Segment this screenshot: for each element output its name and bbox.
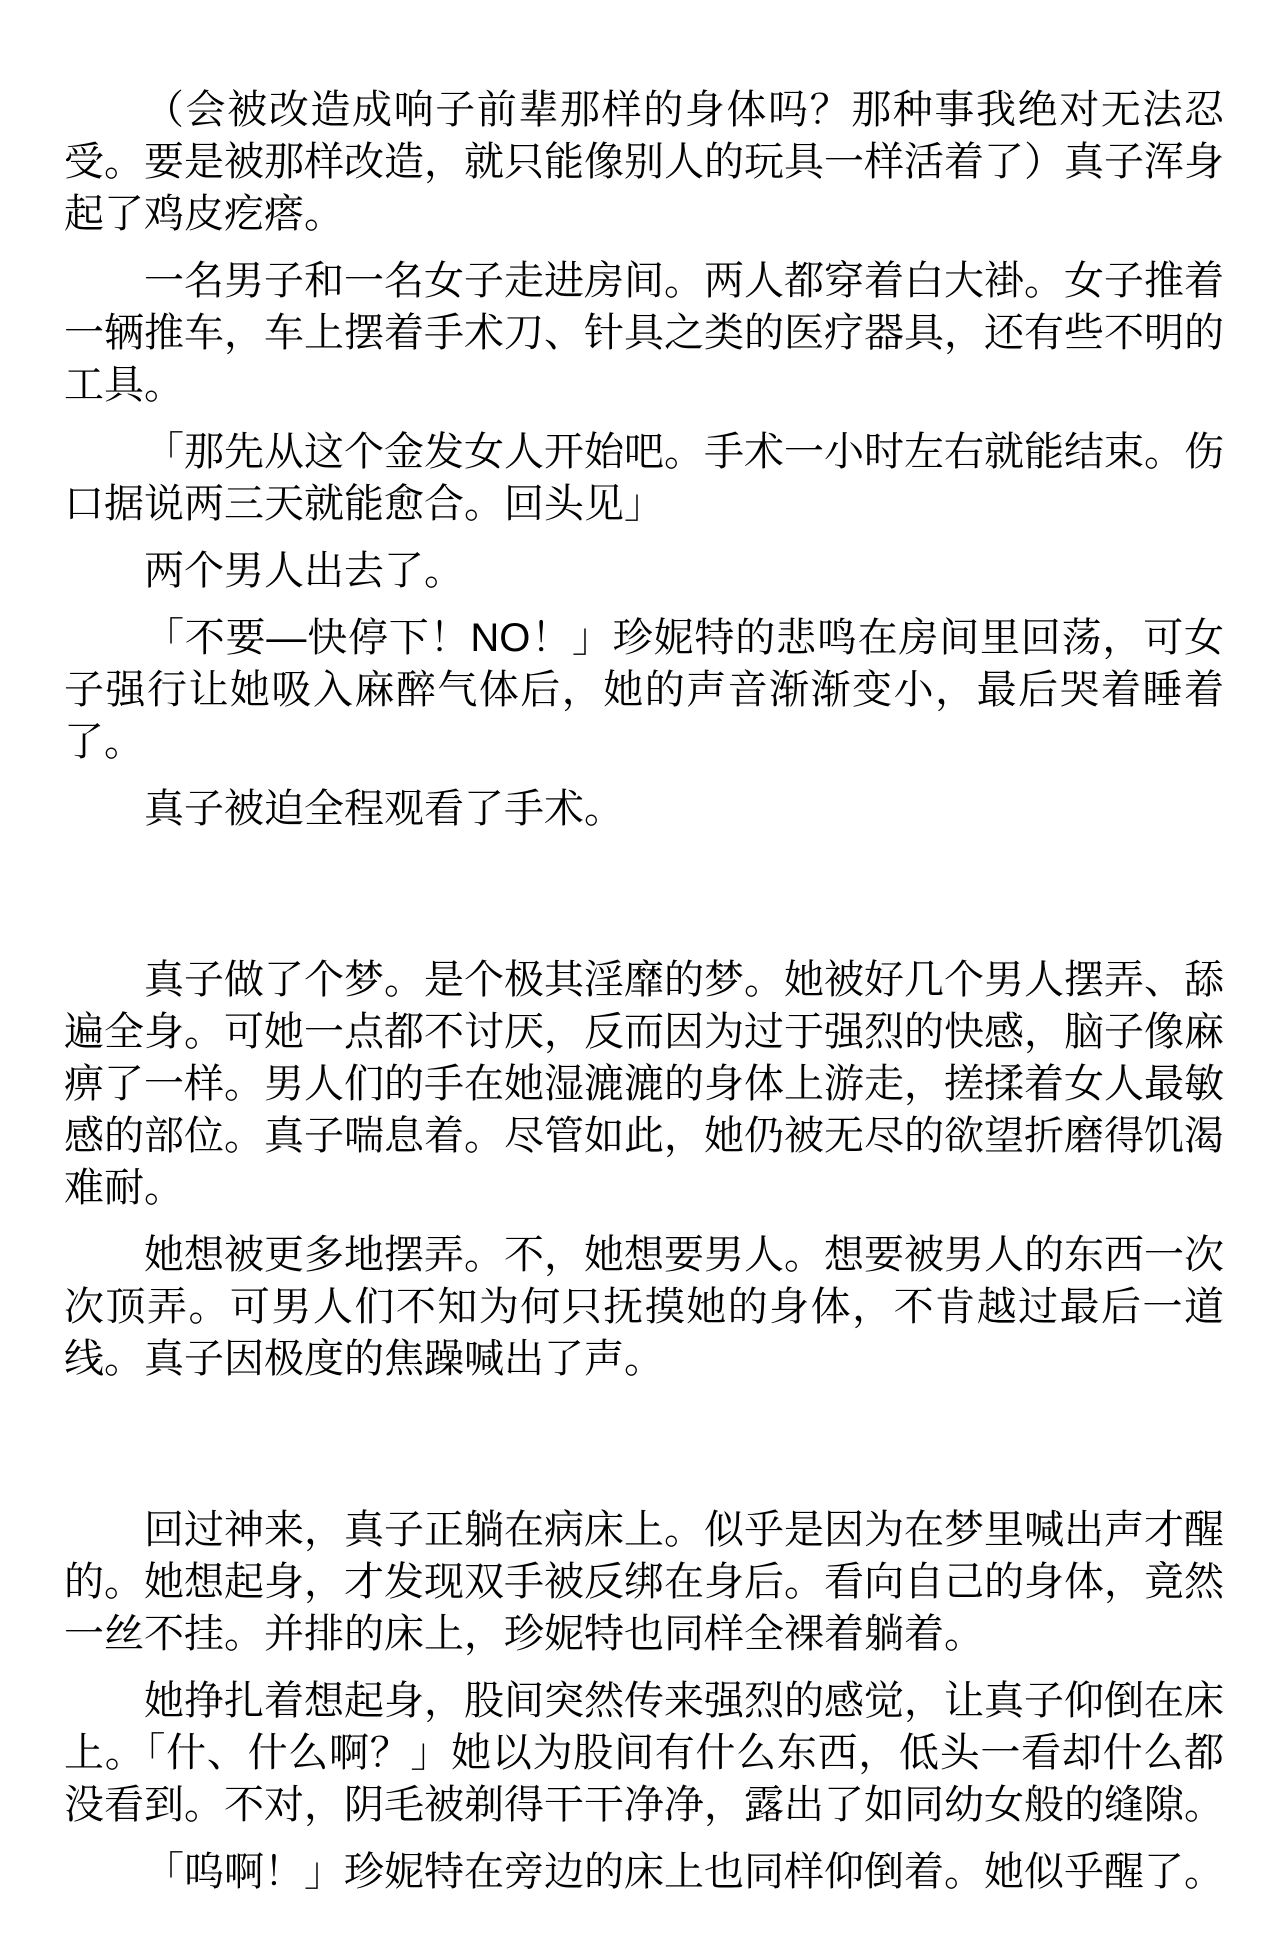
paragraph: 「那先从这个金发女人开始吧。手术一小时左右就能结束。伤口据说两三天就能愈合。回头见」 (64, 430, 1224, 526)
paragraph: 「不要—快停下！NO！」珍妮特的悲鸣在房间里回荡，可女子强行让她吸入麻醉气体后，她的声音渐渐变小，最后哭着睡着了。 (64, 616, 1224, 764)
paragraph: 真子被迫全程观看了手术。 (144, 787, 624, 831)
paragraph: 两个男人出去了。 (144, 549, 464, 593)
paragraph: 回过神来，真子正躺在病床上。似乎是因为在梦里喊出声才醒的。她想起身，才发现双手被反绑在身后。看向自己的身体，竟然一丝不挂。并排的床上，珍妮特也同样全裸着躺着。 (64, 1508, 1224, 1656)
paragraph: 「呜啊！」珍妮特在旁边的床上也同样仰倒着。她似乎醒了。 (144, 1850, 1224, 1894)
paragraph: 她挣扎着想起身，股间突然传来强烈的感觉，让真子仰倒在床上。「什、什么啊？」她以为股间有什么东西，低头一看却什么都没看到。不对，阴毛被剃得干干净净，露出了如同幼女般的缝隙。 (64, 1679, 1224, 1827)
paragraph: 她想被更多地摆弄。不，她想要男人。想要被男人的东西一次次顶弄。可男人们不知为何只抚摸她的身体，不肯越过最后一道线。真子因极度的焦躁喊出了声。 (64, 1233, 1224, 1381)
paragraph: 一名男子和一名女子走进房间。两人都穿着白大褂。女子推着一辆推车，车上摆着手术刀、针具之类的医疗器具，还有些不明的工具。 (64, 259, 1224, 407)
paragraph: （会被改造成响子前辈那样的身体吗？那种事我绝对无法忍受。要是被那样改造，就只能像别人的玩具一样活着了）真子浑身起了鸡皮疙瘩。 (64, 88, 1224, 236)
paragraph: 真子做了个梦。是个极其淫靡的梦。她被好几个男人摆弄、舔遍全身。可她一点都不讨厌，反而因为过于强烈的快感，脑子像麻痹了一样。男人们的手在她湿漉漉的身体上游走，搓揉着女人最敏感的部位。真子喘息着。尽管如此，她仍被无尽的欲望折磨得饥渴难耐。 (64, 958, 1224, 1210)
page-text (64, 84, 1224, 1898)
